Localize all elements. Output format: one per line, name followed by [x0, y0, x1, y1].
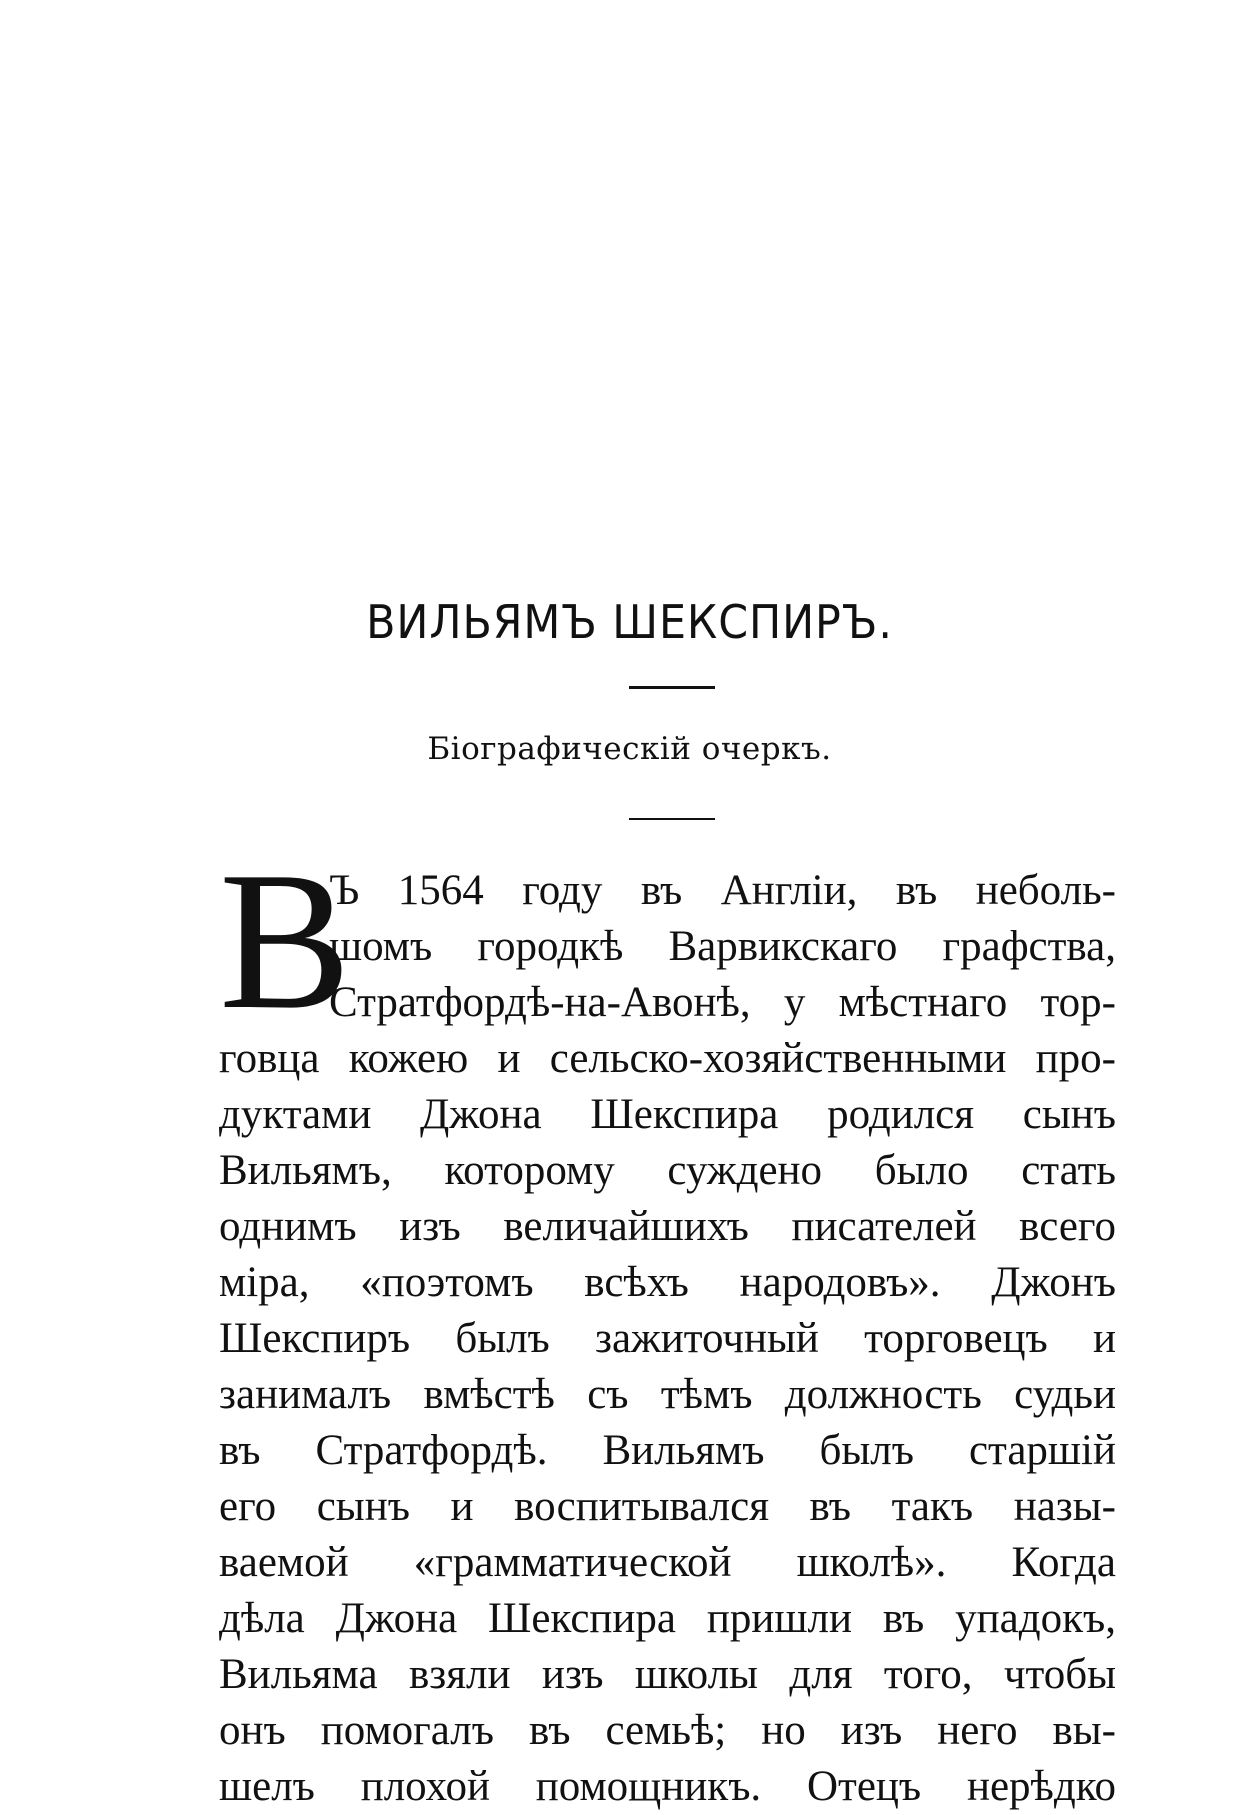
text-line: дуктами Джона Шекспира родился сынъ [219, 1091, 1116, 1138]
text-line: занималъ вмѣстѣ съ тѣмъ должность судьи [219, 1371, 1116, 1418]
text-line: шелъ плохой помощникъ. Отецъ нерѣдко [219, 1763, 1116, 1810]
text-line: шомъ городкѣ Варвикскаго графства, [329, 923, 1116, 970]
text-line: говца кожею и сельско-хозяйственными про- [219, 1035, 1116, 1082]
subtitle-divider [629, 818, 715, 820]
title-divider [629, 686, 715, 689]
chapter-title: ВИЛЬЯМЪ ШЕКСПИРЪ. [366, 595, 893, 649]
body-paragraph [219, 831, 1116, 1815]
text-line: въ Стратфордѣ. Вильямъ былъ старшій [219, 1427, 1116, 1474]
text-line: Шекспиръ былъ зажиточный торговецъ и [219, 1315, 1116, 1362]
chapter-subtitle: Біографическій очеркъ. [427, 731, 832, 767]
text-line: Ъ 1564 году въ Англіи, въ неболь- [329, 867, 1116, 914]
drop-cap-letter: В [219, 831, 352, 1050]
text-line: его сынъ и воспитывался въ такъ назы- [219, 1483, 1116, 1530]
text-line: однимъ изъ величайшихъ писателей всего [219, 1203, 1116, 1250]
text-line: міра, «поэтомъ всѣхъ народовъ». Джонъ [219, 1259, 1116, 1306]
text-line: Вильяма взяли изъ школы для того, чтобы [219, 1651, 1116, 1698]
text-line: ваемой «грамматической школѣ». Когда [219, 1539, 1116, 1586]
text-line: Вильямъ, которому суждено было стать [219, 1147, 1116, 1194]
text-line: дѣла Джона Шекспира пришли въ упадокъ, [219, 1595, 1116, 1642]
text-line: онъ помогалъ въ семьѣ; но изъ него вы- [219, 1707, 1116, 1754]
text-line: Стратфордѣ-на-Авонѣ, у мѣстнаго тор- [329, 979, 1116, 1026]
